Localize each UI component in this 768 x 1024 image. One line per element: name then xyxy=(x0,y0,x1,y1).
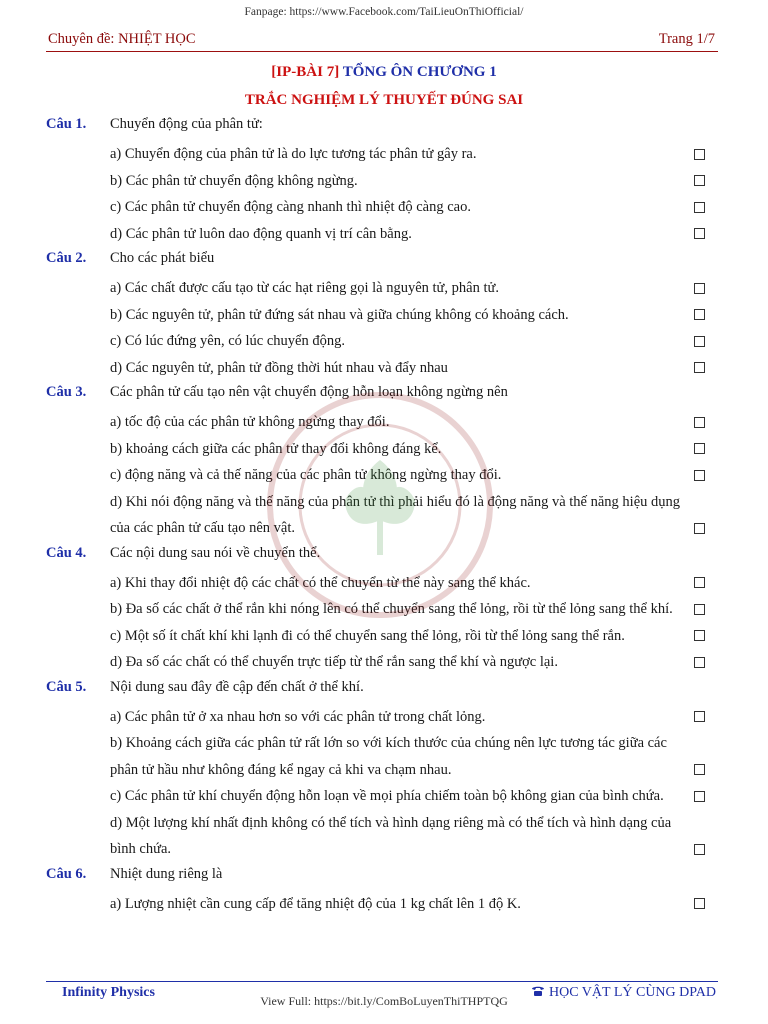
answer-option-text: b) Các phân tử chuyển động không ngừng. xyxy=(110,172,358,189)
answer-checkbox[interactable] xyxy=(694,417,705,428)
answer-option xyxy=(0,623,768,650)
question-stem: Nhiệt dung riêng là xyxy=(110,865,223,882)
question-stem: Cho các phát biểu xyxy=(110,250,215,266)
question-block xyxy=(0,113,768,247)
question-number: Câu 1. xyxy=(46,116,87,132)
answer-option-text: c) Các phân tử khí chuyển động hỗn loạn về mọi phía chiếm toàn bộ không gian của bình chứa. xyxy=(110,788,664,804)
answer-checkbox[interactable] xyxy=(694,791,705,802)
page-number: Trang 1/7 xyxy=(658,31,715,47)
lesson-title xyxy=(0,64,768,81)
question-number: Câu 2. xyxy=(46,250,87,266)
answer-option xyxy=(0,704,768,731)
answer-checkbox[interactable] xyxy=(694,175,705,186)
answer-option xyxy=(0,302,768,329)
answer-option-text: b) Đa số các chất ở thể rắn khi nóng lên có thể chuyển sang thể lỏng, rồi từ thể lỏng sang thể khí. xyxy=(110,601,673,617)
answer-option xyxy=(0,570,768,597)
answer-option xyxy=(0,355,768,382)
footer-divider xyxy=(46,981,718,982)
answer-option xyxy=(0,194,768,221)
answer-checkbox[interactable] xyxy=(694,898,705,909)
answer-option xyxy=(0,596,768,623)
question-header xyxy=(0,113,768,141)
answer-option-text: c) Một số ít chất khí khi lạnh đi có thể chuyển sang thể lỏng, rồi từ thể lỏng sang thể rắn. xyxy=(110,627,625,644)
answer-option-text: a) Các chất được cấu tạo từ các hạt riêng gọi là nguyên tử, phân tử. xyxy=(110,280,499,296)
question-header xyxy=(0,863,768,891)
answer-option-text: c) động năng và cả thế năng của các phân tử không ngừng thay đổi. xyxy=(110,467,502,483)
fanpage-link[interactable]: Fanpage: https://www.Facebook.com/TaiLieuOnThiOfficial/ xyxy=(244,6,524,18)
answer-checkbox[interactable] xyxy=(694,711,705,722)
answer-option xyxy=(0,275,768,302)
question-number: Câu 3. xyxy=(46,384,87,400)
answer-option xyxy=(0,141,768,168)
answer-checkbox[interactable] xyxy=(694,523,705,534)
answer-option xyxy=(0,168,768,195)
answer-option-text: a) Khi thay đổi nhiệt độ các chất có thể chuyển từ thể này sang thể khác. xyxy=(110,574,531,591)
answer-checkbox[interactable] xyxy=(694,470,705,481)
lesson-tag: [IP-BÀI 7] xyxy=(271,64,340,80)
question-block xyxy=(0,542,768,676)
answer-option-text: d) Một lượng khí nhất định không có thể tích và hình dạng riêng mà có thể tích và hình dạng của bình chứa. xyxy=(110,814,672,857)
header-divider xyxy=(46,51,718,52)
answer-option xyxy=(0,409,768,436)
answer-checkbox[interactable] xyxy=(694,283,705,294)
question-number: Câu 5. xyxy=(46,678,87,695)
answer-option-text: b) Khoảng cách giữa các phân tử rất lớn so với kích thước của chúng nên lực tương tác giữa các phân tử hầu như không đáng kể ngay cả khi va chạm nhau. xyxy=(110,735,667,778)
answer-checkbox[interactable] xyxy=(694,443,705,454)
answer-checkbox[interactable] xyxy=(694,228,705,239)
answer-option-text: b) khoảng cách giữa các phân tử thay đổi không đáng kể. xyxy=(110,440,442,457)
answer-option xyxy=(0,489,768,542)
lesson-subtitle: TRẮC NGHIỆM LÝ THUYẾT ĐÚNG SAI xyxy=(244,92,524,108)
answer-option-text: a) Các phân tử ở xa nhau hơn so với các phân tử trong chất lỏng. xyxy=(110,708,486,725)
answer-option xyxy=(0,462,768,489)
question-stem: Chuyển động của phân tử: xyxy=(110,116,263,132)
answer-option xyxy=(0,221,768,248)
answer-option xyxy=(0,436,768,463)
question-stem: Các nội dung sau nói về chuyển thể. xyxy=(110,544,321,561)
answer-option xyxy=(0,328,768,355)
question-header xyxy=(0,381,768,409)
answer-option xyxy=(0,649,768,676)
answer-checkbox[interactable] xyxy=(694,336,705,347)
answer-option-text: d) Các phân tử luôn dao động quanh vị trí cân bằng. xyxy=(110,225,412,242)
answer-option-text: c) Các phân tử chuyển động càng nhanh thì nhiệt độ càng cao. xyxy=(110,199,471,215)
question-list xyxy=(0,113,768,917)
answer-checkbox[interactable] xyxy=(694,309,705,320)
answer-checkbox[interactable] xyxy=(694,149,705,160)
footer-slogan xyxy=(531,985,716,1001)
lesson-main-title: TỔNG ÔN CHƯƠNG 1 xyxy=(342,64,497,80)
question-header xyxy=(0,247,768,275)
footer-slogan-text: HỌC VẬT LÝ CÙNG DPAD xyxy=(549,985,716,1000)
question-stem: Nội dung sau đây đề cập đến chất ở thể khí. xyxy=(110,678,364,695)
question-number: Câu 4. xyxy=(46,544,87,561)
answer-option-text: c) Có lúc đứng yên, có lúc chuyển động. xyxy=(110,333,345,349)
answer-option xyxy=(0,891,768,918)
answer-option-text: a) Lượng nhiệt cần cung cấp để tăng nhiệt độ của 1 kg chất lên 1 độ K. xyxy=(110,895,521,912)
question-header xyxy=(0,542,768,570)
answer-checkbox[interactable] xyxy=(694,604,705,615)
answer-checkbox[interactable] xyxy=(694,764,705,775)
question-block xyxy=(0,676,768,863)
question-block xyxy=(0,381,768,542)
question-stem: Các phân tử cấu tạo nên vật chuyển động hỗn loạn không ngừng nên xyxy=(110,384,508,400)
phone-icon xyxy=(531,985,545,997)
answer-option-text: d) Khi nói động năng và thế năng của phân tử thì phải hiểu đó là động năng và thế năng hiệu dụng của các phân tử cấu tạo nên vật. xyxy=(110,493,681,536)
answer-option-text: d) Đa số các chất có thể chuyển trực tiếp từ thể rắn sang thể khí và ngược lại. xyxy=(110,654,558,670)
question-header xyxy=(0,676,768,704)
answer-checkbox[interactable] xyxy=(694,844,705,855)
answer-option-text: d) Các nguyên tử, phân tử đồng thời hút nhau và đẩy nhau xyxy=(110,359,448,376)
answer-option xyxy=(0,810,768,863)
footer-link[interactable]: View Full: https://bit.ly/ComBoLuyenThiTHPTQG xyxy=(260,994,508,1008)
question-number: Câu 6. xyxy=(46,865,87,882)
answer-checkbox[interactable] xyxy=(694,630,705,641)
footer-brand: Infinity Physics xyxy=(62,985,155,1000)
answer-option xyxy=(0,730,768,783)
topic-label: Chuyên đề: NHIỆT HỌC xyxy=(48,31,196,47)
question-block xyxy=(0,247,768,381)
answer-option-text: a) Chuyển động của phân tử là do lực tương tác phân tử gây ra. xyxy=(110,146,477,162)
answer-option-text: b) Các nguyên tử, phân tử đứng sát nhau và giữa chúng không có khoảng cách. xyxy=(110,306,569,323)
answer-option xyxy=(0,783,768,810)
answer-checkbox[interactable] xyxy=(694,202,705,213)
question-block xyxy=(0,863,768,918)
answer-option-text: a) tốc độ của các phân tử không ngừng thay đổi. xyxy=(110,414,390,430)
answer-checkbox[interactable] xyxy=(694,362,705,373)
answer-checkbox[interactable] xyxy=(694,657,705,668)
answer-checkbox[interactable] xyxy=(694,577,705,588)
